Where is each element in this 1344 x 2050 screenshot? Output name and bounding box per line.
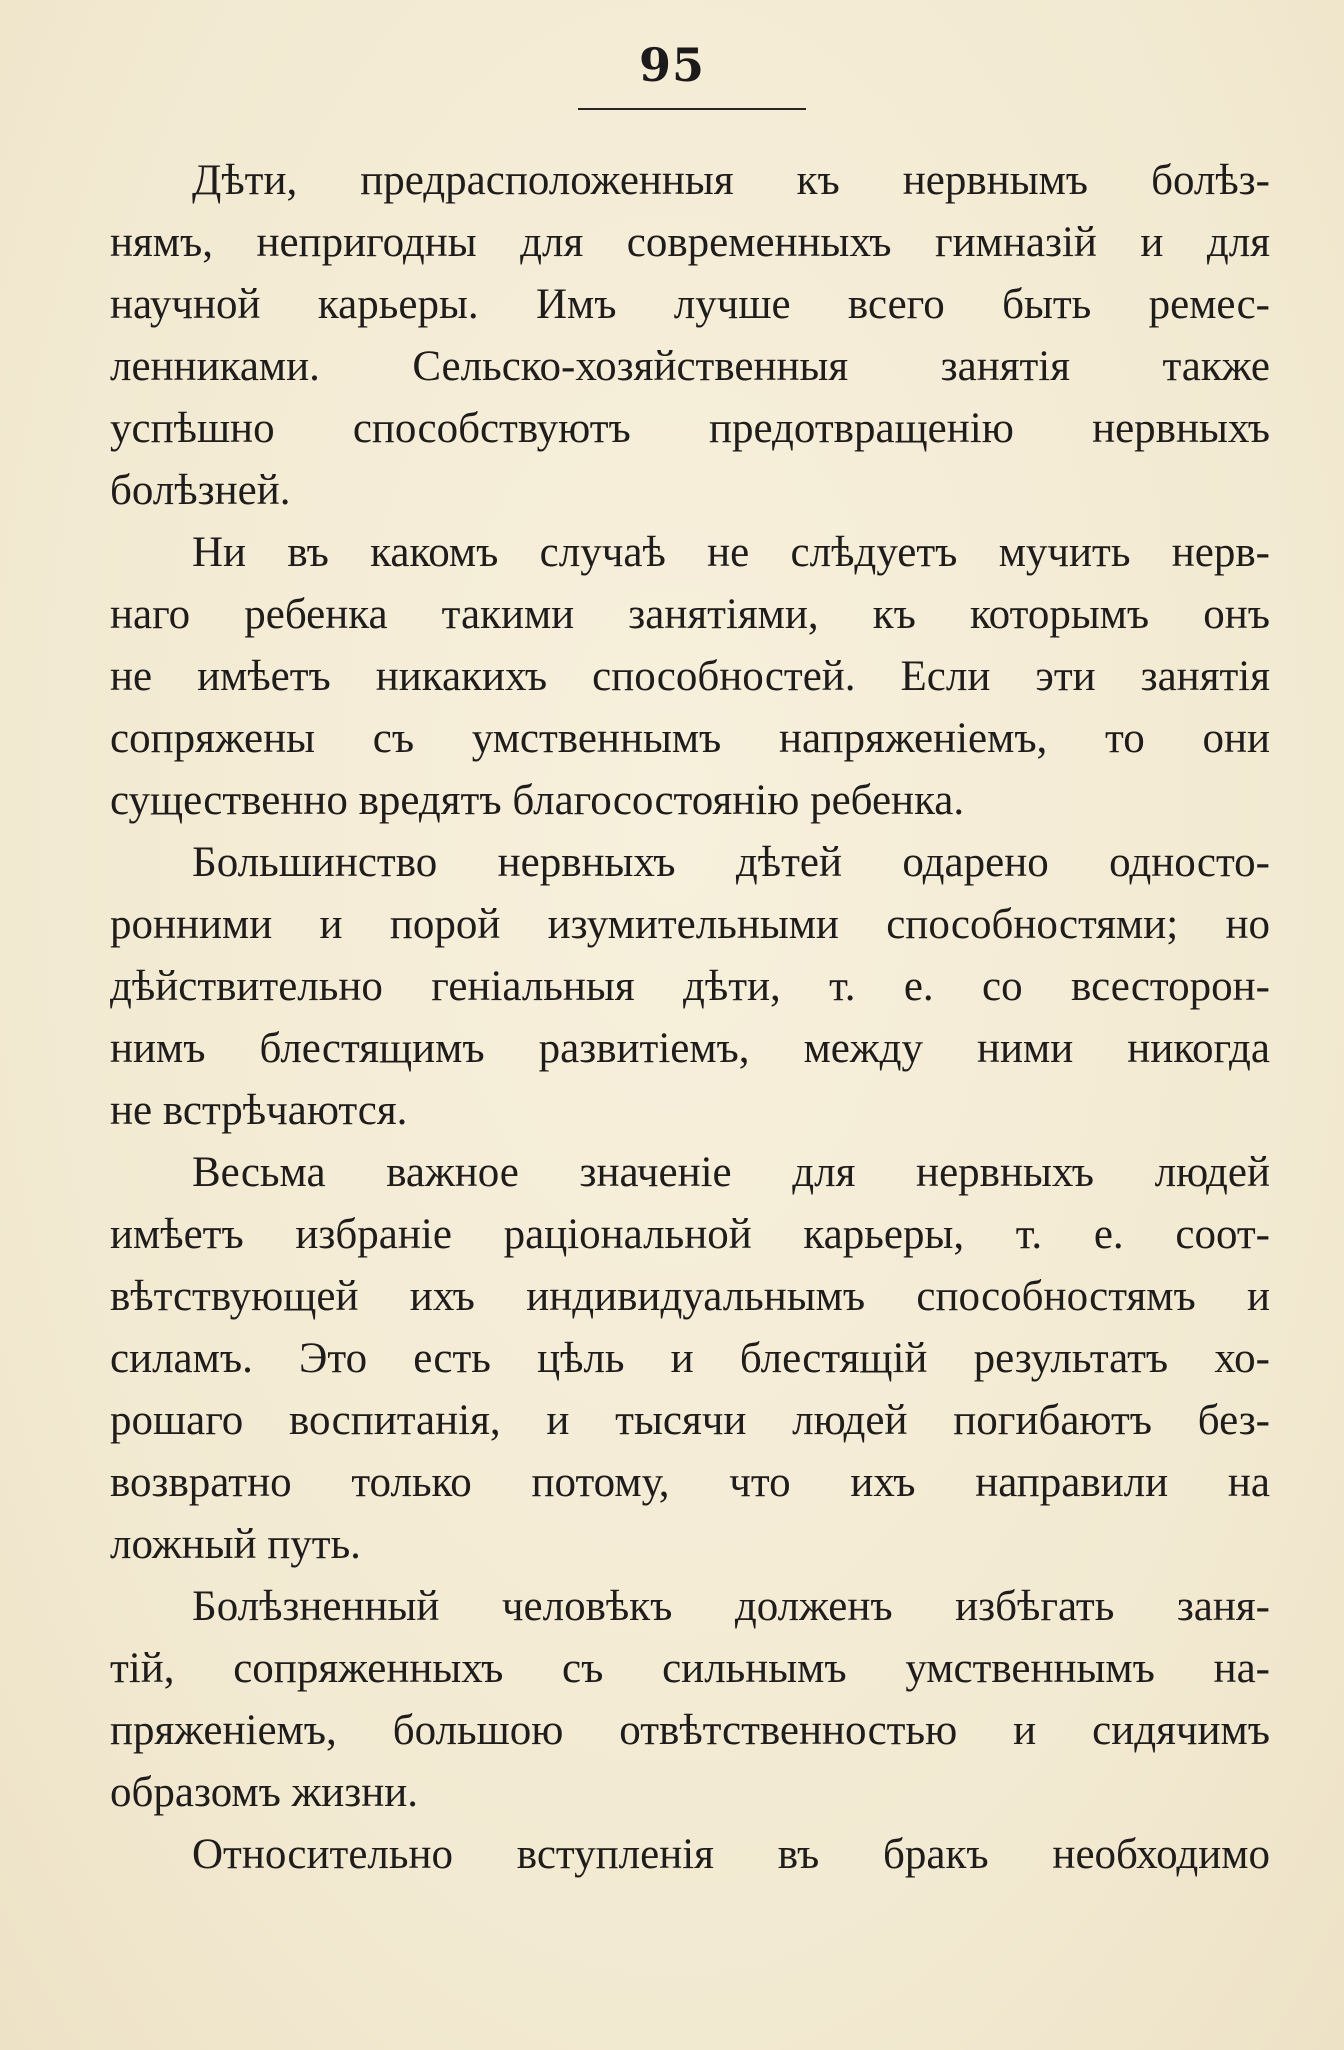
page-number: 95: [638, 38, 705, 92]
text-line: нямъ, непригодны для современныхъ гимназій и для: [110, 219, 1270, 266]
text-line: существенно вредятъ благосостоянію ребенка.: [110, 777, 965, 824]
text-line: успѣшно способствуютъ предотвращенію нервныхъ: [110, 405, 1270, 452]
text-line: наго ребенка такими занятіями, къ которымъ онъ: [110, 591, 1270, 638]
text-line: тій, сопряженныхъ съ сильнымъ умственнымъ на-: [110, 1645, 1270, 1692]
paragraph-2: [110, 522, 1270, 832]
paragraph-1: [110, 150, 1270, 522]
text-line: Весьма важное значеніе для нервныхъ людей: [192, 1149, 1270, 1196]
text-line: дѣйствительно геніальныя дѣти, т. е. со всесторон-: [110, 963, 1270, 1010]
text-line: Большинство нервныхъ дѣтей одарено односто-: [192, 839, 1270, 886]
paragraph-4: [110, 1142, 1270, 1576]
text-line: не встрѣчаются.: [110, 1087, 408, 1134]
text-line: нимъ блестящимъ развитіемъ, между ними никогда: [110, 1025, 1270, 1072]
text-line: научной карьеры. Имъ лучше всего быть ремес-: [110, 281, 1270, 328]
text-line: вѣтствующей ихъ индивидуальнымъ способностямъ и: [110, 1273, 1270, 1320]
text-line: Болѣзненный человѣкъ долженъ избѣгать заня-: [192, 1583, 1270, 1630]
body-text: [110, 150, 1270, 1886]
text-line: имѣетъ избраніе раціональной карьеры, т. е. соот-: [110, 1211, 1270, 1258]
text-line: не имѣетъ никакихъ способностей. Если эти занятія: [110, 653, 1270, 700]
text-line: силамъ. Это есть цѣль и блестящій результатъ хо-: [110, 1335, 1270, 1382]
paragraph-5: [110, 1576, 1270, 1824]
text-line: болѣзней.: [110, 467, 291, 514]
text-line: пряженіемъ, большою отвѣтственностью и сидячимъ: [110, 1707, 1270, 1754]
text-line: возвратно только потому, что ихъ направили на: [110, 1459, 1270, 1506]
paragraph-3: [110, 832, 1270, 1142]
text-line: Дѣти, предрасположенныя къ нервнымъ болѣз-: [192, 157, 1270, 204]
text-line: ленниками. Сельско-хозяйственныя занятія также: [110, 343, 1270, 390]
text-line: сопряжены съ умственнымъ напряженіемъ, то они: [110, 715, 1270, 762]
text-line: ложный путь.: [110, 1521, 361, 1568]
text-line: рошаго воспитанія, и тысячи людей погибаютъ без-: [110, 1397, 1270, 1444]
text-line: образомъ жизни.: [110, 1769, 419, 1816]
text-line: Относительно вступленія въ бракъ необходимо: [192, 1831, 1270, 1878]
paragraph-6: [110, 1824, 1270, 1886]
text-line: Ни въ какомъ случаѣ не слѣдуетъ мучить нерв-: [192, 529, 1270, 576]
text-line: ронними и порой изумительными способностями; но: [110, 901, 1270, 948]
header-rule: [578, 108, 806, 110]
